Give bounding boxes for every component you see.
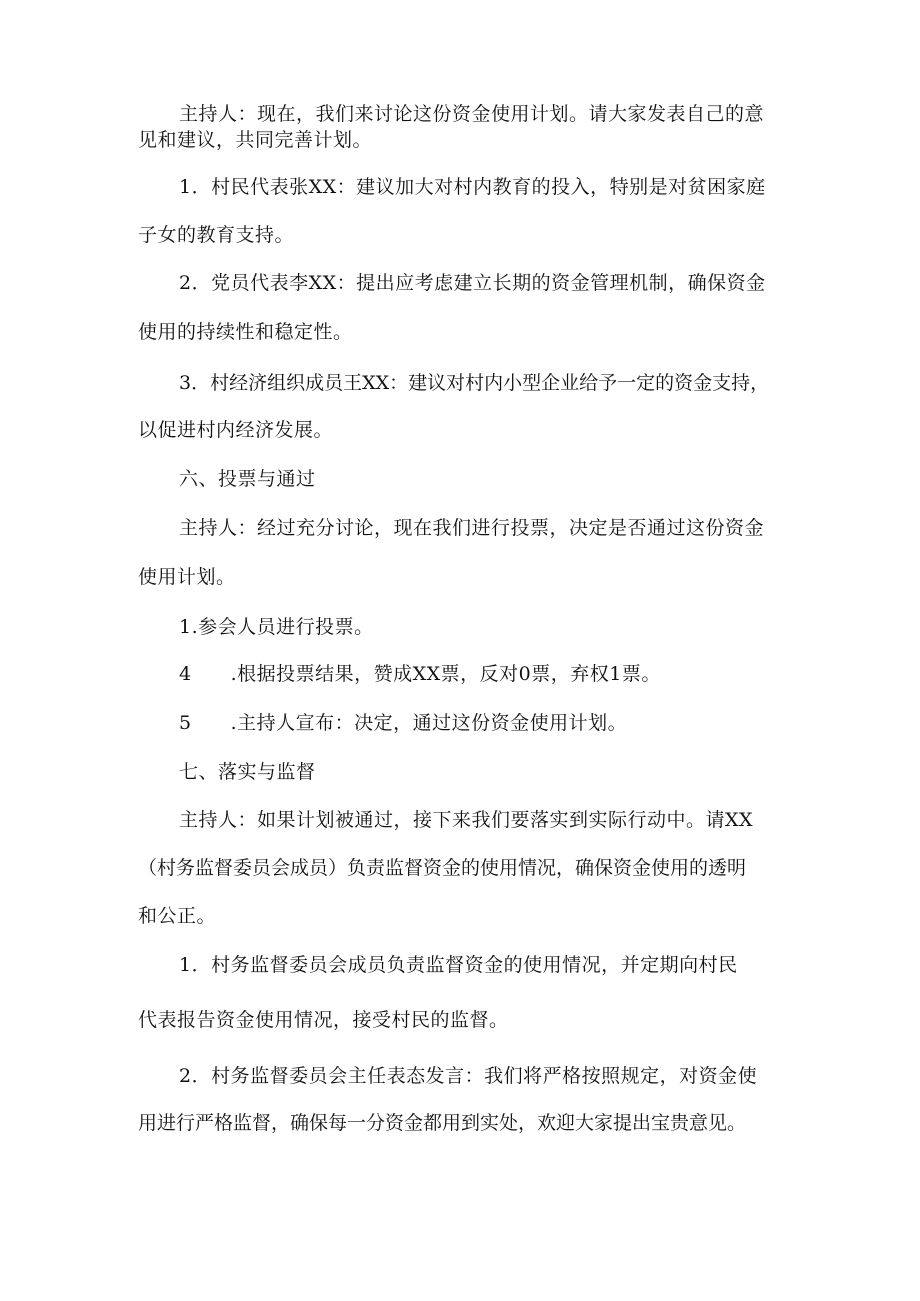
- host-implement-line-2: （村务监督委员会成员）负责监督资金的使用情况，确保资金使用的透明: [138, 857, 747, 879]
- supervise-2-line-2: 用进行严格监督，确保每一分资金都用到实处，欢迎大家提出宝贵意见。: [138, 1112, 747, 1134]
- item-3-line-2: 以促进村内经济发展。: [138, 419, 334, 441]
- supervise-1-line-1: 1．村务监督委员会成员负责监督资金的使用情况，并定期向村民: [179, 954, 738, 976]
- host-intro-line-1: 主持人：现在，我们来讨论这份资金使用计划。请大家发表自己的意: [179, 103, 765, 125]
- vote-item-4: 4 .根据投票结果，赞成XX票，反对0票，弃权1票。: [179, 663, 661, 685]
- host-implement-line-3: 和公正。: [138, 905, 217, 927]
- host-intro-line-2: 见和建议，共同完善计划。: [138, 129, 373, 151]
- item-2-line-2: 使用的持续性和稳定性。: [138, 321, 353, 343]
- supervise-1-line-2: 代表报告资金使用情况，接受村民的监督。: [138, 1009, 509, 1031]
- section-6-heading: 六、投票与通过: [179, 468, 316, 490]
- item-2-line-1: 2．党员代表李XX：提出应考虑建立长期的资金管理机制，确保资金: [179, 272, 766, 294]
- section-7-heading: 七、落实与监督: [179, 761, 316, 783]
- host-vote-line-1: 主持人：经过充分讨论，现在我们进行投票，决定是否通过这份资金: [179, 517, 765, 539]
- host-vote-line-2: 使用计划。: [138, 566, 236, 588]
- vote-item-5: 5 .主持人宣布：决定，通过这份资金使用计划。: [179, 712, 628, 734]
- supervise-2-line-1: 2．村务监督委员会主任表态发言：我们将严格按照规定，对资金使: [179, 1065, 758, 1087]
- item-3-line-1: 3．村经济组织成员王XX：建议对村内小型企业给予一定的资金支持，: [179, 372, 770, 394]
- host-implement-line-1: 主持人：如果计划被通过，接下来我们要落实到实际行动中。请XX: [179, 809, 754, 831]
- vote-item-1: 1.参会人员进行投票。: [179, 616, 374, 638]
- item-1-line-1: 1．村民代表张XX：建议加大对村内教育的投入，特别是对贫困家庭: [179, 176, 766, 198]
- item-1-line-2: 子女的教育支持。: [138, 224, 295, 246]
